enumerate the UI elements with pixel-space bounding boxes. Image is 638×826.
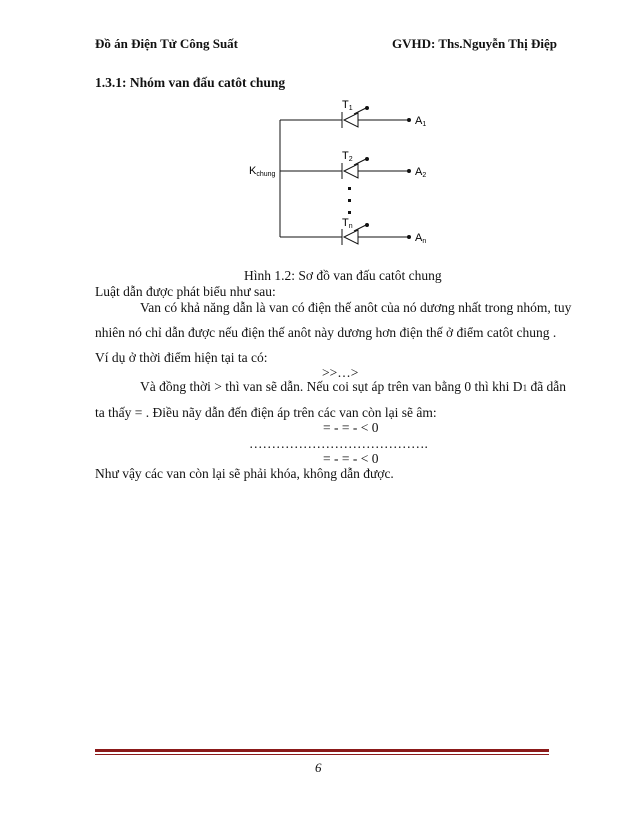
body-line-6: ta thấy = . Điều nãy dẫn đến điện áp trên các van còn lại sẽ âm: xyxy=(95,405,437,420)
equation-2: = - = - < 0 xyxy=(323,420,379,435)
section-title: 1.3.1: Nhóm van đấu catôt chung xyxy=(95,75,286,90)
body-line-4: Ví dụ ở thời điểm hiện tại ta có: xyxy=(95,350,268,365)
body-line-7: Như vậy các van còn lại sẽ phải khóa, không dẫn được. xyxy=(95,466,394,481)
body-line-3: nhiên nó chỉ dẫn được nếu điện thế anôt này dương hơn điện thế ở điểm catôt chung . xyxy=(95,325,557,340)
output-node-n xyxy=(407,235,411,239)
circuit-diagram xyxy=(230,92,450,252)
common-cathode-label: Kchung xyxy=(249,165,276,178)
header-left: Đồ án Điện Tử Công Suất xyxy=(95,36,239,51)
thyristor-1-label: T1 xyxy=(342,99,353,112)
output-2-label: A2 xyxy=(415,166,427,179)
body-line-2: Van có khả năng dẫn là van có điện thế anôt của nó dương nhất trong nhóm, tuy xyxy=(140,300,572,315)
dotted-line: …………………………………. xyxy=(249,436,428,451)
footer-rule-thin xyxy=(95,754,549,755)
output-node-2 xyxy=(407,169,411,173)
page-number: 6 xyxy=(315,760,322,775)
footer-rule-thick xyxy=(95,749,549,752)
figure-caption: Hình 1.2: Sơ đồ van đấu catôt chung xyxy=(244,268,442,283)
body-line-5: Và đồng thời > thì van sẽ dẫn. Nếu coi sụt áp trên van bằng 0 thì khi D1 đã dẫn xyxy=(140,379,567,394)
header-right: GVHD: Ths.Nguyễn Thị Điệp xyxy=(392,36,557,51)
equation-3: = - = - < 0 xyxy=(323,451,379,466)
ellipsis-dots xyxy=(348,187,351,214)
output-node-1 xyxy=(407,118,411,122)
thyristor-2-label: T2 xyxy=(342,150,353,163)
thyristor-n-label: Tn xyxy=(342,217,353,230)
body-line-1: Luật dẫn được phát biểu như sau: xyxy=(95,284,276,299)
equation-1: >>…> xyxy=(322,365,359,380)
output-n-label: An xyxy=(415,232,427,245)
output-1-label: A1 xyxy=(415,115,427,128)
